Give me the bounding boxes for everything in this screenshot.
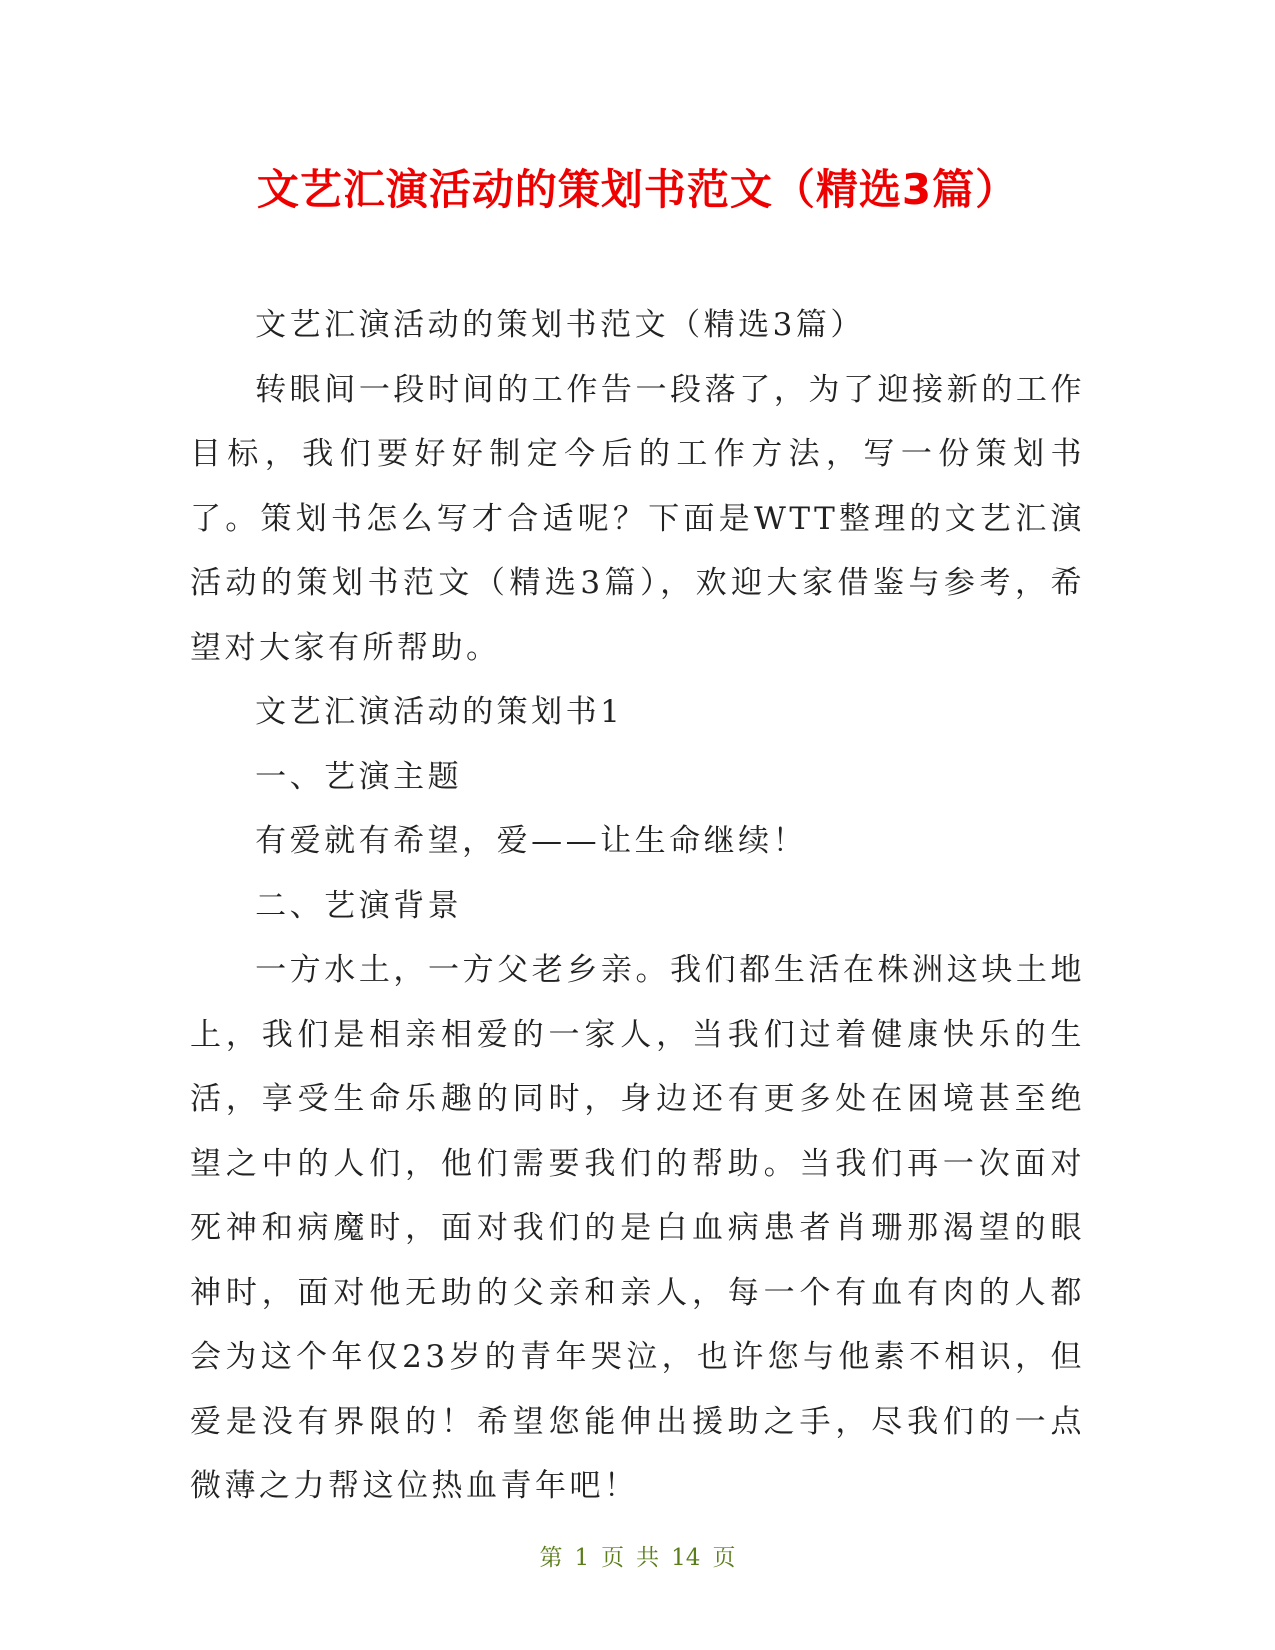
document-title: 文艺汇演活动的策划书范文（精选3篇） — [256, 165, 1019, 214]
paragraph-intro: 转眼间一段时间的工作告一段落了，为了迎接新的工作目标，我们要好好制定今后的工作方法，写一份策划书了。策划书怎么写才合适呢？下面是WTT整理的文艺汇演活动的策划书范文（精选3篇），欢迎大家借鉴与参考，希望对大家有所帮助。 — [190, 371, 1085, 666]
document-body — [190, 293, 1085, 1519]
paragraph-theme: 有爱就有希望，爱——让生命继续！ — [255, 823, 808, 859]
paragraph-subtitle: 文艺汇演活动的策划书范文（精选3篇） — [255, 307, 865, 343]
footer-total-prefix: 共 — [636, 1545, 660, 1571]
footer-current-page: 1 — [574, 1545, 590, 1571]
section-heading-theme: 一、艺演主题 — [255, 758, 463, 795]
footer-total-pages: 14 — [671, 1545, 701, 1571]
section-heading-background: 二、艺演背景 — [255, 887, 463, 924]
footer-prefix: 第 — [539, 1545, 563, 1571]
paragraph-background: 一方水土，一方父老乡亲。我们都生活在株洲这块土地上，我们是相亲相爱的一家人，当我们过着健康快乐的生活，享受生命乐趣的同时，身边还有更多处在困境甚至绝望之中的人们，他们需要我们的帮助。当我们再一次面对死神和病魔时，面对我们的是白血病患者肖珊那渴望的眼神时，面对他无助的父亲和亲人，每一个有血有肉的人都会为这个年仅23岁的青年哭泣，也许您与他素不相识，但爱是没有界限的！希望您能伸出援助之手，尽我们的一点微薄之力帮这位热血青年吧！ — [190, 952, 1085, 1504]
page-footer — [0, 1543, 1275, 1573]
footer-page-word: 页 — [601, 1545, 625, 1571]
section-heading-plan-1: 文艺汇演活动的策划书1 — [255, 694, 624, 730]
footer-suffix: 页 — [712, 1545, 736, 1571]
